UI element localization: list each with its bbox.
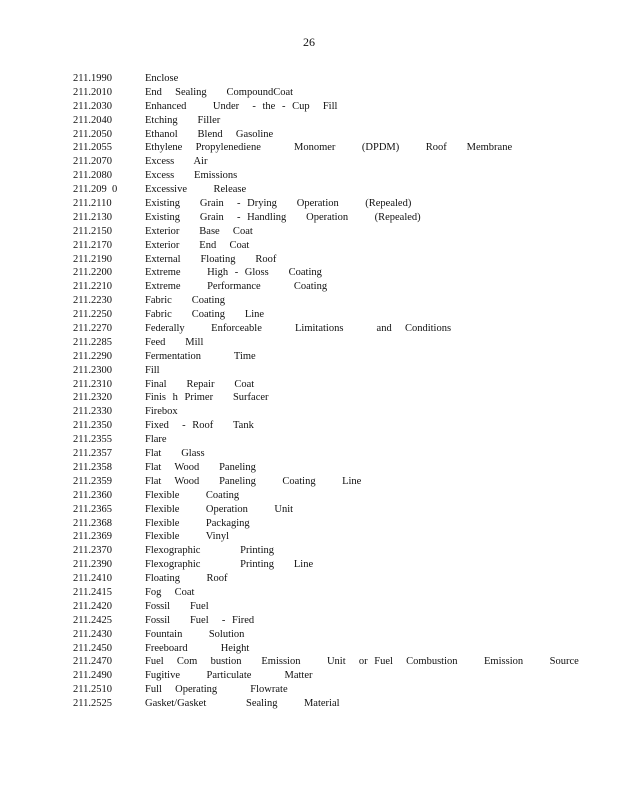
defined-term: End Sealing CompoundCoat xyxy=(145,86,294,98)
section-number: 211.2365 xyxy=(73,503,112,515)
section-number: 211.2210 xyxy=(73,281,112,293)
section-number: 211.2030 xyxy=(73,100,112,112)
section-number: 211.2525 xyxy=(73,698,112,710)
defined-term: Extreme High - Gloss Coating xyxy=(145,267,322,279)
defined-term: Fixed - Roof Tank xyxy=(145,420,254,432)
definition-row xyxy=(73,322,608,336)
defined-term: Full Operating Flowrate xyxy=(145,684,288,696)
defined-term: Ethanol Blend Gasoline xyxy=(145,128,274,140)
section-number: 211.2310 xyxy=(73,378,112,390)
section-number: 211.2080 xyxy=(73,170,112,182)
defined-term: Fossil Fuel - Fired xyxy=(145,614,255,626)
section-number: 211.2330 xyxy=(73,406,112,418)
section-number: 211.2170 xyxy=(73,239,112,251)
definition-row xyxy=(73,114,608,128)
section-number: 211.2350 xyxy=(73,420,112,432)
defined-term: Floating Roof xyxy=(145,573,228,585)
section-number: 211.2358 xyxy=(73,461,112,473)
definition-row xyxy=(73,86,608,100)
defined-term: Fermentation Time xyxy=(145,350,256,362)
section-number: 211.2010 xyxy=(73,86,112,98)
section-number: 211.2510 xyxy=(73,684,112,696)
definition-row xyxy=(73,503,608,517)
section-number: 211.2390 xyxy=(73,559,112,571)
definition-row xyxy=(73,475,608,489)
definition-row xyxy=(73,72,608,86)
definition-row xyxy=(73,655,608,669)
defined-term: Flat Wood Paneling Coating Line xyxy=(145,475,362,487)
definition-row xyxy=(73,378,608,392)
defined-term: Flexible Operation Unit xyxy=(145,503,294,515)
defined-term: Fill xyxy=(145,364,160,376)
defined-term: Fountain Solution xyxy=(145,628,245,640)
definition-row xyxy=(73,100,608,114)
definition-row xyxy=(73,294,608,308)
defined-term: Excess Air xyxy=(145,156,208,168)
defined-term: Flare xyxy=(145,434,167,446)
definition-row xyxy=(73,530,608,544)
definition-row xyxy=(73,697,608,711)
definition-row xyxy=(73,128,608,142)
definition-row xyxy=(73,558,608,572)
section-number: 211.2355 xyxy=(73,434,112,446)
defined-term: Flat Wood Paneling xyxy=(145,461,256,473)
section-number: 211.2410 xyxy=(73,573,112,585)
definition-row xyxy=(73,169,608,183)
section-number: 211.2360 xyxy=(73,489,112,501)
definition-row xyxy=(73,433,608,447)
section-number: 211.2290 xyxy=(73,350,112,362)
definition-row xyxy=(73,211,608,225)
section-number: 211.209 0 xyxy=(73,184,118,196)
section-number: 211.2050 xyxy=(73,128,112,140)
defined-term: Existing Grain - Handling Operation (Repealed) xyxy=(145,211,421,223)
defined-term: External Floating Roof xyxy=(145,253,277,265)
definition-row xyxy=(73,350,608,364)
defined-term: Existing Grain - Drying Operation (Repealed) xyxy=(145,198,412,210)
definition-row xyxy=(73,197,608,211)
definition-row xyxy=(73,447,608,461)
defined-term: Etching Filler xyxy=(145,114,221,126)
definition-row xyxy=(73,586,608,600)
page-number: 26 xyxy=(303,35,315,49)
section-number: 211.2110 xyxy=(73,198,112,210)
defined-term: Ethylene Propylenediene Monomer (DPDM) Roof Membrane xyxy=(145,142,513,154)
defined-term: Federally Enforceable Limitations and Conditions xyxy=(145,323,452,335)
definition-row xyxy=(73,391,608,405)
definition-row xyxy=(73,489,608,503)
defined-term: Flexographic Printing xyxy=(145,545,274,557)
section-number: 211.2430 xyxy=(73,628,112,640)
section-number: 211.2425 xyxy=(73,614,112,626)
defined-term: Flat Glass xyxy=(145,448,205,460)
defined-term: Exterior Base Coat xyxy=(145,225,253,237)
defined-term: Exterior End Coat xyxy=(145,239,250,251)
section-number: 211.2415 xyxy=(73,586,112,598)
section-number: 211.2369 xyxy=(73,531,112,543)
definition-row xyxy=(73,225,608,239)
definition-row xyxy=(73,405,608,419)
definition-row xyxy=(73,669,608,683)
definition-row xyxy=(73,239,608,253)
defined-term: Fugitive Particulate Matter xyxy=(145,670,313,682)
defined-term: Excess Emissions xyxy=(145,170,238,182)
defined-term: Feed Mill xyxy=(145,336,204,348)
section-number: 211.2368 xyxy=(73,517,112,529)
defined-term: Fuel Com bustion Emission Unit or Fuel Combustion Emission Source xyxy=(145,656,579,668)
definition-row xyxy=(73,683,608,697)
section-number: 211.2270 xyxy=(73,323,112,335)
definition-row xyxy=(73,253,608,267)
definition-row xyxy=(73,336,608,350)
definition-row xyxy=(73,266,608,280)
defined-term: Flexible Packaging xyxy=(145,517,250,529)
definition-row xyxy=(73,642,608,656)
defined-term: Enclose xyxy=(145,73,179,84)
section-number: 211.2320 xyxy=(73,392,112,404)
definition-row xyxy=(73,280,608,294)
section-number: 211.2040 xyxy=(73,114,112,126)
defined-term: Flexible Vinyl xyxy=(145,531,230,543)
definition-row xyxy=(73,364,608,378)
defined-term: Fossil Fuel xyxy=(145,600,209,612)
section-number: 211.2200 xyxy=(73,267,112,279)
section-number: 211.2285 xyxy=(73,336,112,348)
definition-row xyxy=(73,461,608,475)
definition-row xyxy=(73,614,608,628)
definition-row xyxy=(73,517,608,531)
defined-term: Flexographic Printing Line xyxy=(145,559,314,571)
defined-term: Firebox xyxy=(145,406,178,418)
definition-row xyxy=(73,628,608,642)
section-number: 211.2359 xyxy=(73,475,112,487)
section-number: 211.2370 xyxy=(73,545,112,557)
defined-term: Excessive Release xyxy=(145,184,247,196)
section-number: 211.2130 xyxy=(73,211,112,223)
defined-term: Final Repair Coat xyxy=(145,378,255,390)
defined-term: Gasket/Gasket Sealing Material xyxy=(145,698,340,710)
section-number: 211.2070 xyxy=(73,156,112,168)
defined-term: Extreme Performance Coating xyxy=(145,281,328,293)
defined-term: Fog Coat xyxy=(145,586,195,598)
defined-term: Fabric Coating Line xyxy=(145,309,265,321)
section-number: 211.2357 xyxy=(73,448,112,460)
section-number: 211.2450 xyxy=(73,642,112,654)
defined-term: Freeboard Height xyxy=(145,642,250,654)
defined-term: Flexible Coating xyxy=(145,489,240,501)
definitions-list xyxy=(73,72,608,711)
definition-row xyxy=(73,183,608,197)
section-number: 211.2190 xyxy=(73,253,112,265)
defined-term: Finis h Primer Surfacer xyxy=(145,392,269,404)
section-number: 211.2150 xyxy=(73,225,112,237)
definition-row xyxy=(73,600,608,614)
definition-row xyxy=(73,141,608,155)
section-number: 211.2230 xyxy=(73,295,112,307)
section-number: 211.2490 xyxy=(73,670,112,682)
definition-row xyxy=(73,155,608,169)
section-number: 211.1990 xyxy=(73,73,112,84)
section-number: 211.2055 xyxy=(73,142,112,154)
section-number: 211.2470 xyxy=(73,656,112,668)
defined-term: Enhanced Under - the - Cup Fill xyxy=(145,100,338,112)
definition-row xyxy=(73,419,608,433)
definition-row xyxy=(73,572,608,586)
section-number: 211.2250 xyxy=(73,309,112,321)
definition-row xyxy=(73,308,608,322)
section-number: 211.2300 xyxy=(73,364,112,376)
section-number: 211.2420 xyxy=(73,600,112,612)
definition-row xyxy=(73,544,608,558)
defined-term: Fabric Coating xyxy=(145,295,225,307)
